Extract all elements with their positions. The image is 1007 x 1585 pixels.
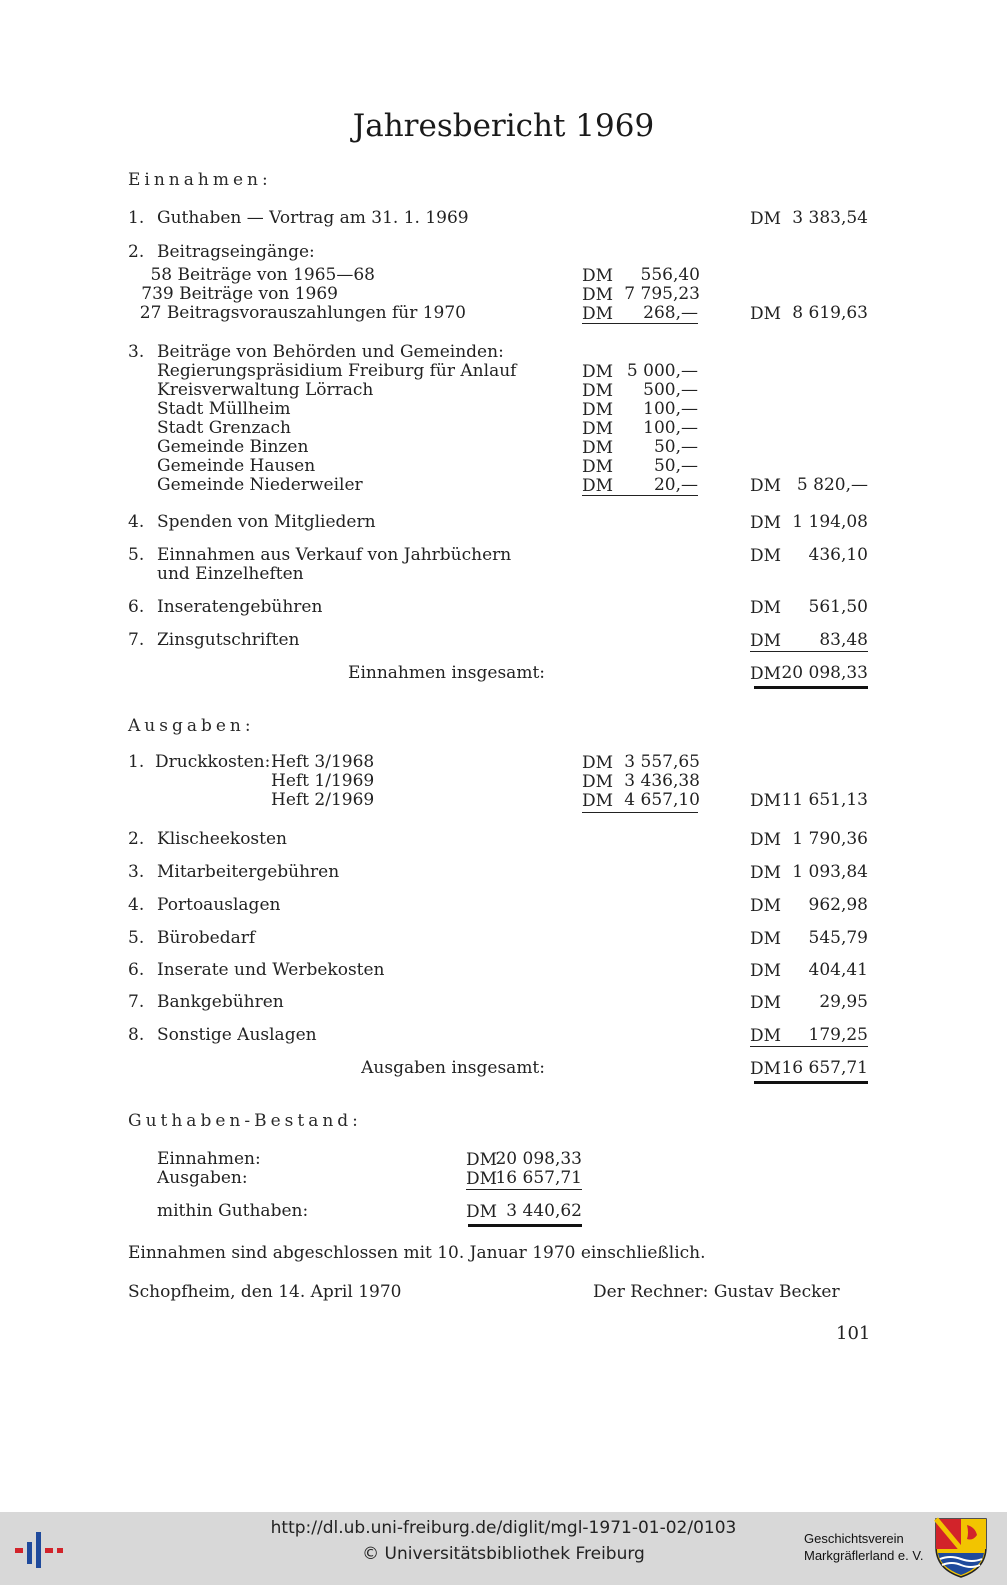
closing-note: Einnahmen sind abgeschlossen mit 10. Januar 1970 einschließlich. <box>128 1243 706 1263</box>
currency: DM <box>466 1202 498 1222</box>
currency: DM <box>750 896 782 916</box>
amount: 500,— <box>643 380 698 400</box>
item-label: Klischeekosten <box>157 829 287 849</box>
amount: 20,— <box>653 475 698 495</box>
amount: 20 098,33 <box>495 1149 582 1169</box>
double-underline <box>468 1224 582 1227</box>
amount: 50,— <box>653 456 698 476</box>
footer-bar <box>0 1512 1007 1585</box>
sub-label: Kreisverwaltung Lörrach <box>157 380 374 400</box>
item-label: Mitarbeitergebühren <box>157 862 340 882</box>
currency: DM <box>750 791 782 811</box>
item-number: 6. <box>128 960 145 980</box>
currency: DM <box>582 791 614 811</box>
sub-label: Heft 2/1969 <box>271 790 375 810</box>
underline <box>750 651 868 652</box>
amount: 100,— <box>643 418 698 438</box>
amount: 268,— <box>643 303 698 323</box>
sub-label: Gemeinde Binzen <box>157 437 309 457</box>
currency: DM <box>582 457 614 477</box>
currency: DM <box>750 961 782 981</box>
item-number: 3. <box>128 862 145 882</box>
total-label: Ausgaben insgesamt: <box>361 1058 545 1078</box>
sub-label: Stadt Müllheim <box>157 399 291 419</box>
page-number: 101 <box>836 1323 871 1344</box>
bestand-label: Ausgaben: <box>157 1168 248 1188</box>
amount: 179,25 <box>808 1025 868 1045</box>
amount: 5 000,— <box>626 361 698 381</box>
underline <box>466 1189 582 1190</box>
currency: DM <box>582 438 614 458</box>
sub-label: 739 Beiträge von 1969 <box>141 284 338 304</box>
association-name-2: Markgräflerland e. V. <box>804 1548 924 1563</box>
sub-label: Gemeinde Niederweiler <box>157 475 363 495</box>
currency: DM <box>582 772 614 792</box>
item-label: Guthaben — Vortrag am 31. 1. 1969 <box>157 208 469 228</box>
amount: 83,48 <box>819 630 868 650</box>
amount: 3 440,62 <box>506 1201 582 1221</box>
signature: Der Rechner: Gustav Becker <box>593 1282 840 1302</box>
currency: DM <box>582 362 614 382</box>
item-label: Inseratengebühren <box>157 597 323 617</box>
item-label: Beitragseingänge: <box>157 242 315 262</box>
underline <box>582 323 698 324</box>
amount: 556,40 <box>640 265 700 285</box>
item-number: 2. <box>128 829 145 849</box>
sub-label: Stadt Grenzach <box>157 418 292 438</box>
currency: DM <box>582 753 614 773</box>
amount: 8 619,63 <box>792 303 868 323</box>
double-underline <box>754 1081 868 1084</box>
currency: DM <box>582 400 614 420</box>
item-label: Druckkosten: <box>155 752 271 772</box>
currency: DM <box>466 1150 498 1170</box>
item-label: Portoauslagen <box>157 895 281 915</box>
amount: 545,79 <box>808 928 868 948</box>
item-label: Bankgebühren <box>157 992 284 1012</box>
currency: DM <box>750 304 782 324</box>
bestand-label: mithin Guthaben: <box>157 1201 309 1221</box>
item-label: Inserate und Werbekosten <box>157 960 385 980</box>
amount: 100,— <box>643 399 698 419</box>
item-number: 1. <box>128 208 145 228</box>
currency: DM <box>750 598 782 618</box>
association-name: Geschichtsverein <box>804 1531 904 1546</box>
currency: DM <box>582 304 614 324</box>
currency: DM <box>582 266 614 286</box>
footer-url[interactable]: http://dl.ub.uni-freiburg.de/diglit/mgl-1971-01-02/0103 <box>270 1518 737 1538</box>
currency: DM <box>466 1169 498 1189</box>
amount: 7 795,23 <box>624 284 700 304</box>
sub-label: Heft 3/1968 <box>271 752 375 772</box>
section-heading-einnahmen: Einnahmen: <box>128 170 272 190</box>
currency: DM <box>750 476 782 496</box>
amount: 561,50 <box>808 597 868 617</box>
item-number: 2. <box>128 242 145 262</box>
amount: 50,— <box>653 437 698 457</box>
amount: 3 557,65 <box>624 752 700 772</box>
currency: DM <box>750 209 782 229</box>
currency: DM <box>750 1059 782 1079</box>
item-label: Spenden von Mitgliedern <box>157 512 376 532</box>
amount: 29,95 <box>819 992 868 1012</box>
currency: DM <box>582 381 614 401</box>
sub-label: Regierungspräsidium Freiburg für Anlauf <box>157 361 517 381</box>
currency: DM <box>750 993 782 1013</box>
item-number: 4. <box>128 895 145 915</box>
coat-of-arms-icon <box>934 1517 988 1579</box>
item-number: 1. <box>128 752 145 772</box>
section-heading-bestand: Guthaben-Bestand: <box>128 1111 362 1131</box>
sub-label: 58 Beiträge von 1965—68 <box>150 265 375 285</box>
amount: 11 651,13 <box>781 790 868 810</box>
double-underline <box>754 686 868 689</box>
amount: 5 820,— <box>796 475 868 495</box>
amount: 1 093,84 <box>792 862 868 882</box>
item-label: Beiträge von Behörden und Gemeinden: <box>157 342 504 362</box>
amount: 1 790,36 <box>792 829 868 849</box>
item-label: Bürobedarf <box>157 928 256 948</box>
amount: 4 657,10 <box>624 790 700 810</box>
total-amount: 20 098,33 <box>781 663 868 683</box>
currency: DM <box>750 830 782 850</box>
currency: DM <box>750 863 782 883</box>
currency: DM <box>750 631 782 651</box>
item-label-continued: und Einzelheften <box>157 564 304 584</box>
page-title: Jahresbericht 1969 <box>352 108 655 144</box>
item-number: 8. <box>128 1025 145 1045</box>
sub-label: Gemeinde Hausen <box>157 456 316 476</box>
amount: 404,41 <box>808 960 868 980</box>
currency: DM <box>582 476 614 496</box>
item-number: 7. <box>128 630 145 650</box>
amount: 3 383,54 <box>792 208 868 228</box>
footer-copyright: © Universitätsbibliothek Freiburg <box>362 1544 645 1564</box>
total-label: Einnahmen insgesamt: <box>348 663 545 683</box>
underline <box>582 812 698 813</box>
bestand-label: Einnahmen: <box>157 1149 261 1169</box>
amount: 436,10 <box>808 545 868 565</box>
currency: DM <box>750 1026 782 1046</box>
currency: DM <box>750 664 782 684</box>
item-label: Sonstige Auslagen <box>157 1025 317 1045</box>
item-number: 4. <box>128 512 145 532</box>
underline <box>582 495 698 496</box>
sub-label: 27 Beitragsvorauszahlungen für 1970 <box>139 303 466 323</box>
currency: DM <box>750 546 782 566</box>
amount: 962,98 <box>808 895 868 915</box>
item-number: 3. <box>128 342 145 362</box>
currency: DM <box>750 929 782 949</box>
amount: 1 194,08 <box>792 512 868 532</box>
currency: DM <box>582 419 614 439</box>
item-number: 5. <box>128 928 145 948</box>
item-label: Zinsgutschriften <box>157 630 300 650</box>
currency: DM <box>582 285 614 305</box>
item-number: 7. <box>128 992 145 1012</box>
currency: DM <box>750 513 782 533</box>
item-label: Einnahmen aus Verkauf von Jahrbüchern <box>157 545 512 565</box>
place-date: Schopfheim, den 14. April 1970 <box>128 1282 402 1302</box>
amount: 3 436,38 <box>624 771 700 791</box>
sub-label: Heft 1/1969 <box>271 771 375 791</box>
item-number: 5. <box>128 545 145 565</box>
total-amount: 16 657,71 <box>781 1058 868 1078</box>
item-number: 6. <box>128 597 145 617</box>
underline <box>750 1046 868 1047</box>
section-heading-ausgaben: Ausgaben: <box>128 716 255 736</box>
amount: 16 657,71 <box>495 1168 582 1188</box>
